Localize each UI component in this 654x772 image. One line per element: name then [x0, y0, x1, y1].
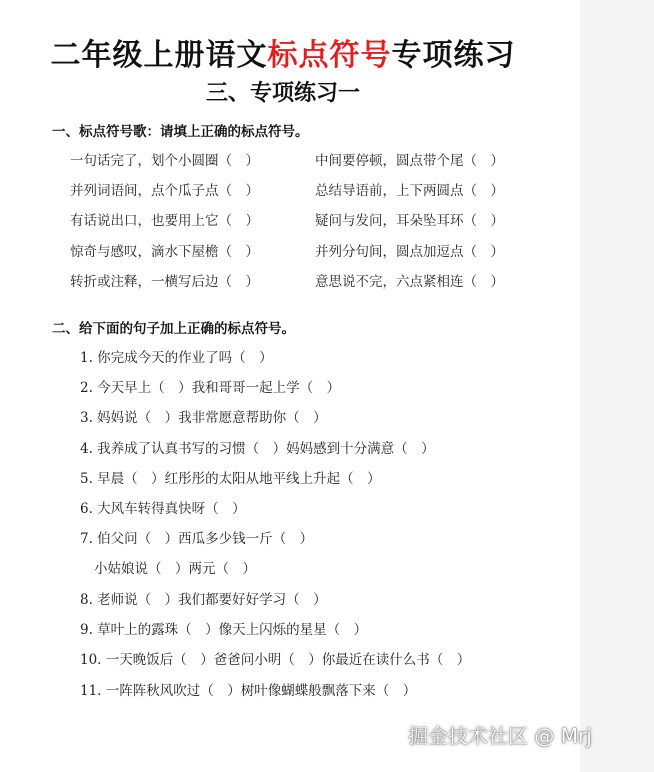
exercise-item-9: 9. 草叶上的露珠（ ）像天上闪烁的星星（ ）	[80, 622, 368, 638]
exercise-item-7: 7. 伯父问（ ）西瓜多少钱一斤（ ）	[80, 531, 314, 547]
page-margin	[580, 0, 654, 772]
song-line-left-1: 一句话完了，划个小圆圈（ ）	[70, 153, 259, 169]
title-prefix: 二年级上册语文	[50, 38, 268, 73]
exercise-item-7b: 小姑娘说（ ）两元（ ）	[94, 561, 256, 577]
page-title	[0, 30, 566, 74]
song-line-left-2: 并列词语间，点个瓜子点（ ）	[70, 183, 259, 199]
section2-heading: 二、给下面的句子加上正确的标点符号。	[52, 321, 295, 337]
exercise-item-3: 3. 妈妈说（ ）我非常愿意帮助你（ ）	[80, 410, 327, 426]
exercise-item-5: 5. 早晨（ ）红彤彤的太阳从地平线上升起（ ）	[80, 471, 381, 487]
exercise-item-8: 8. 老师说（ ）我们都要好好学习（ ）	[80, 592, 327, 608]
song-line-left-3: 有话说出口，也要用上它（ ）	[70, 213, 259, 229]
song-line-right-3: 疑问与发问，耳朵坠耳环（ ）	[315, 213, 504, 229]
exercise-item-2: 2. 今天早上（ ）我和哥哥一起上学（ ）	[80, 380, 341, 396]
song-line-right-2: 总结导语前，上下两圆点（ ）	[315, 183, 504, 199]
exercise-item-6: 6. 大风车转得真快呀（ ）	[80, 501, 246, 517]
song-line-right-4: 并列分句间，圆点加逗点（ ）	[315, 244, 504, 260]
watermark: 掘金技术社区 @ Mrj	[408, 724, 592, 748]
exercise-item-4: 4. 我养成了认真书写的习惯（ ）妈妈感到十分满意（ ）	[80, 441, 435, 457]
song-line-left-4: 惊奇与感叹，滴水下屋檐（ ）	[70, 244, 259, 260]
section1-heading: 一、标点符号歌：请填上正确的标点符号。	[52, 124, 309, 140]
song-line-right-5: 意思说不完，六点紧相连（ ）	[315, 274, 504, 290]
title-highlight: 标点符号	[267, 38, 392, 73]
exercise-item-10: 10. 一天晚饭后（ ）爸爸问小明（ ）你最近在读什么书（ ）	[80, 652, 471, 668]
title-suffix: 专项练习	[391, 38, 516, 73]
page-subtitle: 三、专项练习一	[205, 81, 360, 106]
exercise-item-11: 11. 一阵阵秋风吹过（ ）树叶像蝴蝶般飘落下来（ ）	[80, 683, 417, 699]
song-line-left-5: 转折或注释，一横写后边（ ）	[70, 274, 259, 290]
song-line-right-1: 中间要停顿，圆点带个尾（ ）	[315, 153, 504, 169]
exercise-item-1: 1. 你完成今天的作业了吗（ ）	[80, 350, 273, 366]
